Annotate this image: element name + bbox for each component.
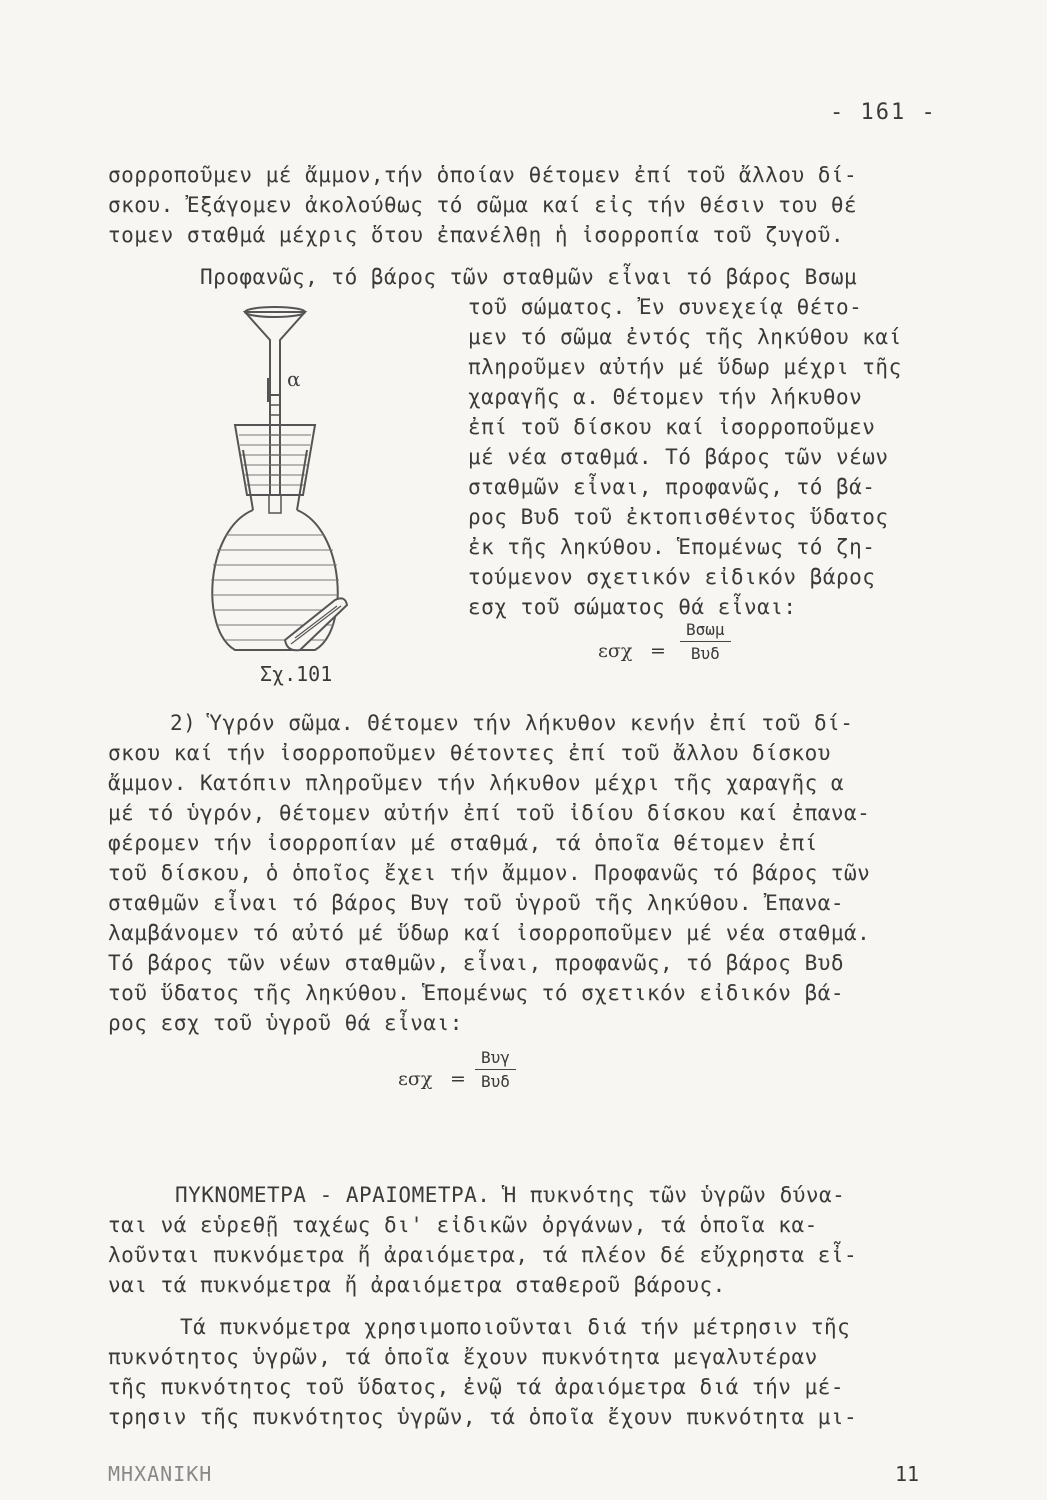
formula-lhs: εσχ bbox=[398, 1068, 433, 1090]
text-line: Τό βάρος τῶν νέων σταθμῶν, εἶναι, προφανῶς, τό βάρος Βυδ bbox=[108, 951, 845, 975]
formula-fraction bbox=[475, 1048, 516, 1091]
footer-sheet-number: 11 bbox=[895, 1462, 920, 1486]
text-line: τῆς πυκνότητος τοῦ ὕδατος, ἐνῷ τά ἀραιόμετρα διά τήν μέ- bbox=[108, 1375, 845, 1399]
text-line: φέρομεν τήν ἰσορροπίαν μέ σταθμά, τά ὁποῖα θέτομεν ἐπί bbox=[108, 831, 818, 855]
text-line: ναι τά πυκνόμετρα ἤ ἀραιόμετρα σταθεροῦ βάρους. bbox=[108, 1273, 726, 1297]
text-line: τοῦ δίσκου, ὁ ὁποῖος ἔχει τήν ἄμμον. Προφανῶς τό βάρος τῶν bbox=[108, 861, 871, 885]
figure-caption: Σχ.101 bbox=[260, 662, 333, 686]
text-line: σταθμῶν εἶναι τό βάρος Βυγ τοῦ ὑγροῦ τῆς ληκύθου. Ἐπανα- bbox=[108, 891, 845, 915]
text-line: χαραγῆς α. Θέτομεν τήν λήκυθον bbox=[468, 385, 863, 409]
text-line: σορροποῦμεν μέ ἄμμον,τήν ὁποίαν θέτομεν ἐπί τοῦ ἄλλου δί- bbox=[108, 163, 858, 187]
text-line: πληροῦμεν αὐτήν μέ ὕδωρ μέχρι τῆς bbox=[468, 355, 902, 379]
section-heading-line: ΠΥΚΝΟΜΕΤΡΑ - ΑΡΑΙΟΜΕΤΡΑ. Ἡ πυκνότης τῶν ὑγρῶν δύνα- bbox=[175, 1183, 846, 1207]
fraction-numerator: Βσωμ bbox=[680, 620, 731, 642]
text-line: εσχ τοῦ σώματος θά εἶναι: bbox=[468, 595, 797, 619]
text-line: Προφανῶς, τό βάρος τῶν σταθμῶν εἶναι τό βάρος Βσωμ bbox=[200, 265, 858, 289]
text-line: ρος εσχ τοῦ ὑγροῦ θά εἶναι: bbox=[108, 1011, 463, 1035]
text-line: ἐκ τῆς ληκύθου. Ἑπομένως τό ζη- bbox=[468, 535, 876, 559]
formula-fraction bbox=[680, 620, 731, 663]
text-line: τούμενον σχετικόν εἰδικόν βάρος bbox=[468, 565, 876, 589]
text-line: 2) Ὑγρόν σῶμα. Θέτομεν τήν λήκυθον κενήν ἐπί τοῦ δί- bbox=[170, 711, 854, 735]
text-line: ἐπί τοῦ δίσκου καί ἰσορροποῦμεν bbox=[468, 415, 876, 439]
text-line: μεν τό σῶμα ἐντός τῆς ληκύθου καί bbox=[468, 325, 902, 349]
flask-figure bbox=[195, 300, 365, 660]
text-line: σκου. Ἐξάγομεν ἀκολούθως τό σῶμα καί εἰς τήν θέσιν του θέ bbox=[108, 193, 858, 217]
text-line: ἄμμον. Κατόπιν πληροῦμεν τήν λήκυθον μέχρι τῆς χαραγῆς α bbox=[108, 771, 845, 795]
text-line: σκου καί τήν ἰσορροποῦμεν θέτοντες ἐπί τοῦ ἄλλου δίσκου bbox=[108, 741, 831, 765]
text-line: τομεν σταθμά μέχρις ὅτου ἐπανέλθῃ ἡ ἰσορροπία τοῦ ζυγοῦ. bbox=[108, 223, 845, 247]
text-line: ται νά εὑρεθῇ ταχέως δι' εἰδικῶν ὀργάνων, τά ὁποῖα κα- bbox=[108, 1213, 818, 1237]
page-number: - 161 - bbox=[830, 100, 937, 125]
formula-equals: = bbox=[650, 640, 666, 662]
footer-title: ΜΗΧΑΝΙΚΗ bbox=[108, 1462, 213, 1486]
formula-lhs: εσχ bbox=[598, 640, 633, 662]
text-line: τοῦ σώματος. Ἐν συνεχείᾳ θέτο- bbox=[468, 295, 863, 319]
mark-label: α bbox=[287, 367, 301, 391]
text-line: σταθμῶν εἶναι, προφανῶς, τό βά- bbox=[468, 475, 876, 499]
text-line: λαμβάνομεν τό αὐτό μέ ὕδωρ καί ἰσορροποῦμεν μέ νέα σταθμά. bbox=[108, 921, 871, 945]
text-line: ρος Βυδ τοῦ ἐκτοπισθέντος ὕδατος bbox=[468, 505, 889, 529]
text-line: τοῦ ὕδατος τῆς ληκύθου. Ἑπομένως τό σχετικόν εἰδικόν βά- bbox=[108, 981, 845, 1005]
text-line: μέ τό ὑγρόν, θέτομεν αὐτήν ἐπί τοῦ ἰδίου δίσκου καί ἐπανα- bbox=[108, 801, 871, 825]
text-line: Τά πυκνόμετρα χρησιμοποιοῦνται διά τήν μέτρησιν τῆς bbox=[180, 1315, 851, 1339]
fraction-numerator: Βυγ bbox=[475, 1048, 516, 1070]
fraction-denominator: Βυδ bbox=[481, 1072, 510, 1091]
text-line: μέ νέα σταθμά. Τό βάρος τῶν νέων bbox=[468, 445, 889, 469]
formula-equals: = bbox=[450, 1068, 466, 1090]
text-line: πυκνότητος ὑγρῶν, τά ὁποῖα ἔχουν πυκνότητα μεγαλυτέραν bbox=[108, 1345, 818, 1369]
fraction-denominator: Βυδ bbox=[690, 644, 720, 663]
text-line: λοῦνται πυκνόμετρα ἤ ἀραιόμετρα, τά πλέον δέ εὔχρηστα εἶ- bbox=[108, 1243, 858, 1267]
text-line: τρησιν τῆς πυκνότητος ὑγρῶν, τά ὁποῖα ἔχουν πυκνότητα μι- bbox=[108, 1405, 858, 1429]
